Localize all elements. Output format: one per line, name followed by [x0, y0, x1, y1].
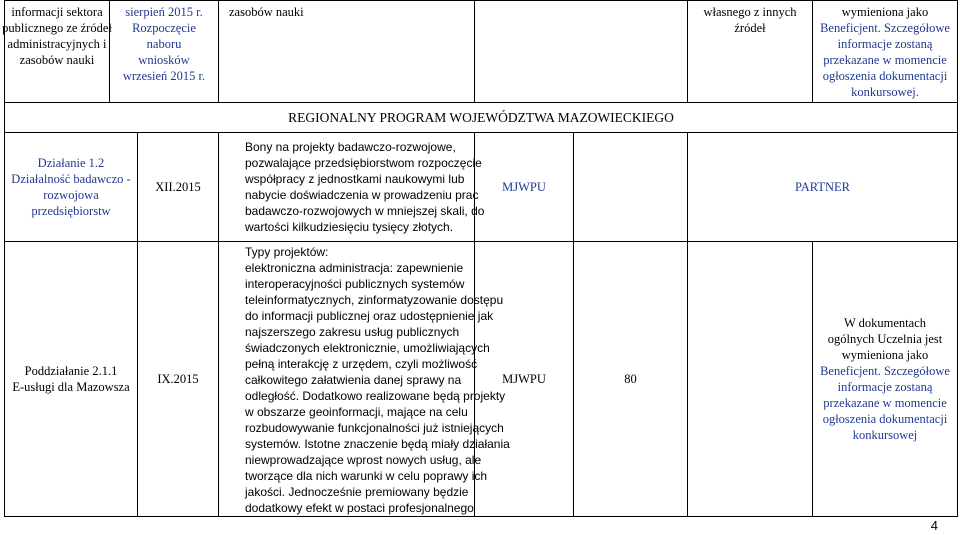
row1-date: [137, 132, 219, 242]
top-cell-beneficiary: [812, 0, 958, 103]
top-cell-dates: [109, 0, 219, 103]
text-line: informacje zostaną: [837, 37, 933, 51]
text-line: informacji sektora: [11, 5, 103, 19]
program-banner: [4, 102, 958, 133]
row2-amount: [573, 241, 688, 517]
text-line: interoperacyjności publicznych systemów: [245, 277, 465, 291]
text-line: Działanie 1.2: [37, 156, 105, 170]
row1-beneficiary-text: PARTNER: [794, 180, 851, 194]
text-line: pozwalające przedsiębiorstwom rozpoczęcie: [245, 156, 482, 170]
text-line: wniosków: [138, 53, 190, 67]
text-line: Rozpoczęcie: [132, 21, 196, 35]
text-line: wymieniona jako: [841, 5, 929, 19]
text-line: W dokumentach: [843, 316, 927, 330]
text-line: wrzesień 2015 r.: [122, 69, 206, 83]
row2-institution: [474, 241, 574, 517]
row1-institution: [474, 132, 574, 242]
text-line: wartości kilkudziesięciu tysięcy złotych.: [245, 220, 454, 234]
text-line: Beneficjent. Szczegółowe: [820, 364, 950, 378]
text-line: rozwojowa: [43, 188, 99, 202]
text-line: systemów. Istotne znaczenie będą miały działania: [245, 437, 510, 451]
row2-date: [137, 241, 219, 517]
text-line: zasobów nauki: [19, 53, 95, 67]
row1-beneficiary: [687, 132, 958, 242]
text-line: sierpień 2015 r.: [125, 5, 203, 19]
text-line: współpracy z jednostkami naukowymi lub: [245, 172, 465, 186]
text-line: tworzące dla nich warunki w celu poprawy ich: [245, 469, 488, 483]
text-line: elektroniczna administracja: zapewnienie: [245, 261, 464, 275]
text-line: teleinformatycznych, zinformatyzowanie dostępu: [245, 293, 504, 307]
text-line: świadczonych elektronicznie, umożliwiających: [245, 341, 490, 355]
text-line: publicznego ze źródeł: [2, 21, 112, 35]
top-cell-empty-a: [474, 0, 688, 103]
top-cell-funding: [687, 0, 813, 103]
text-line: Poddziałanie 2.1.1: [24, 364, 118, 378]
text-line: przekazane w momencie: [823, 53, 947, 67]
text-line: informacje zostaną: [837, 380, 933, 394]
row1-action-name: [4, 132, 138, 242]
text-line: do informacji publicznej oraz udostępnienie jak: [245, 309, 494, 323]
text-line: całkowitego załatwienia danej sprawy na: [245, 373, 462, 387]
text-line: rozbudowywanie funkcjonalności już istniejących: [245, 421, 504, 435]
text-line: odległość. Dodatkowo realizowane będą projekty: [245, 389, 506, 403]
row2-empty: [687, 241, 813, 517]
top-cell-source: [4, 0, 110, 103]
text-line: badawczo-rozwojowych w mniejszej skali, do: [245, 204, 485, 218]
text-line: źródeł: [734, 21, 766, 35]
text-line: nabycie doświadczenia w prowadzeniu prac: [245, 188, 479, 202]
text-line: przedsiębiorstw: [31, 204, 111, 218]
row1-date-text: XII.2015: [155, 180, 201, 194]
row2-institution-text: MJWPU: [502, 372, 546, 386]
text-line: konkursowej: [852, 428, 918, 442]
text-line: zasobów nauki: [229, 5, 304, 19]
text-line: ogłoszenia dokumentacji: [822, 69, 948, 83]
text-line: wymieniona jako: [841, 348, 929, 362]
row2-date-text: IX.2015: [157, 372, 199, 386]
text-line: niewprowadzające wprost nowych usług, ale: [245, 453, 482, 467]
text-line: konkursowej.: [851, 85, 919, 99]
row2-description: [218, 241, 510, 517]
text-line: Działalność badawczo -: [11, 172, 131, 186]
text-line: własnego z innych: [703, 5, 797, 19]
text-line: ogłoszenia dokumentacji: [822, 412, 948, 426]
page-number: 4: [930, 518, 938, 533]
text-line: dodatkowy efekt w postaci profesjonalnego: [245, 501, 474, 515]
row1-description: [218, 132, 485, 242]
text-line: jakości. Jednocześnie premiowany będzie: [245, 485, 469, 499]
row2-action-name: [4, 241, 138, 517]
text-line: przekazane w momencie: [823, 396, 947, 410]
text-line: w obszarze geoinformacji, mające na celu: [245, 405, 468, 419]
top-cell-description: [218, 0, 475, 103]
row2-beneficiary: [812, 241, 958, 517]
text-line: naboru: [146, 37, 182, 51]
text-line: E-usługi dla Mazowsza: [12, 380, 130, 394]
program-banner-text: REGIONALNY PROGRAM WOJEWÓDZTWA MAZOWIECKIEGO: [288, 109, 674, 125]
row2-amount-text: 80: [624, 372, 637, 386]
text-line: Bony na projekty badawczo-rozwojowe,: [245, 140, 456, 154]
row1-amount: [573, 132, 688, 242]
text-line: Beneficjent. Szczegółowe: [820, 21, 950, 35]
text-line: najszerszego zakresu usług publicznych: [245, 325, 460, 339]
text-line: pełną interakcję z urzędem, czyli możliwość: [245, 357, 478, 371]
text-line: Typy projektów:: [245, 245, 329, 259]
text-line: ogólnych Uczelnia jest: [827, 332, 943, 346]
text-line: administracyjnych i: [7, 37, 107, 51]
row1-institution-text: MJWPU: [502, 180, 546, 194]
